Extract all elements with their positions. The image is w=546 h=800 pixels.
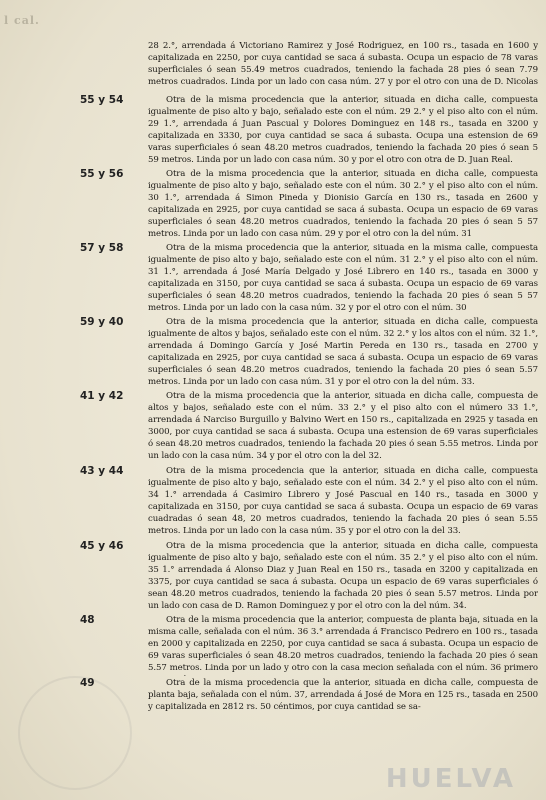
archive-watermark: HUELVA <box>385 764 516 794</box>
entry-number: 45 y 46 <box>80 540 124 552</box>
entry-text: Otra de la misma procedencia que la anterior, compuesta de planta baja, situada en la misma calle, señalada con el núm. 36 3.° arrendada á Francisco Pedrero en 100 rs., tasada en 2000 y capitalizada en 2250, por cuya cantidad se saca á subasta. Ocupa un espacio de 69 varas superficiales ó sean 48.20 metros cuadrados, teniendo la fachada 20 pies ó sean 5.57 metros. Linda por un lado y otro con la casa mecion señalada con el núm. 36 primero <box>148 615 538 674</box>
entry-number: 55 y 54 <box>80 94 124 106</box>
entry-text: Otra de la misma procedencia que la anterior, situada en dicha calle, compuesta de planta baja, señalada con el núm. 37, arrendada á José de Mora en 125 rs., tasada en 2500 y capitalizada en 2812 rs. 50 céntimos, por cuya cantidad se sa- <box>148 678 538 713</box>
entry-text: 28 2.°, arrendada á Victoriano Ramirez y José Rodriguez, en 100 rs., tasada en 1600 y capitalizada en 2250, por cuya cantidad se saca á subasta. Ocupa un espacio de 78 varas superficiales ó sean 55.49 metros cuadrados, teniendo la fachada 28 pies ó sean 7.79 metros cuadrados. Linda por un lado con casa núm. 27 y por el otro con una de D. Nicolas <box>148 41 538 88</box>
entry-number: 41 y 42 <box>80 390 124 402</box>
entry-number: 43 y 44 <box>80 465 124 477</box>
entry-text: Otra de la misma procedencia que la anterior, situada en dicha calle, compuesta igualmente de piso alto y bajo, señalado este con el núm. 35 2.° y el piso alto con el núm. 35 1.° arrendada á Alonso Diaz y Juan Real en 150 rs., tasada en 3200 y capitalizada en 3375, por cuya cantidad se saca á subasta. Ocupa un espacio de 69 varas superficiales ó sean 48.20 metros cuadrados, teniendo la fachada 20 pies ó sean 5.57 metros. Linda por un lado con casa de D. Ramon Dominguez y por el otro con la del núm. 34. <box>148 541 538 612</box>
entry-text: Otra de la misma procedencia que la anterior, situada en dicha calle, compuesta igualmente de piso alto y bajo, señalado este con el núm. 34 2.° y el piso alto con el núm. 34 1.° arrendada á Casimiro Librero y José Pascual en 140 rs., tasada en 3000 y capitalizada en 3150, por cuya cantidad se saca á subasta. Ocupa un espacio de 69 varas cuadradas ó sean 48, 20 metros cuadrados, teniendo la fachada 20 pies ó sean 5.55 metros. Linda por un lado con la casa núm. 35 y por el otro con la del 33. <box>148 466 538 537</box>
entry-text: Otra de la misma procedencia que la anterior, situada en dicha calle, compuesta de altos y bajos, señalado este con el núm. 33 2.° y el piso alto con el número 33 1.°, arrendada á Narciso Burguillo y Balvino Wert en 150 rs., capitalizada en 2925 y tasada en 3000, por cuya cantidad se saca á subasta. Ocupa una estension de 69 varas superficiales ó sean 48.20 metros cuadrados, teniendo la fachada 20 pies ó sean 5.55 metros. Linda por un lado con la casa núm. 34 y por el otro con la del 32. <box>148 391 538 462</box>
entry-text: Otra de la misma procedencia que la anterior, situada en dicha calle, compuesta igualmente de altos y bajos, señalado este con el núm. 32 2.° y los altos con el núm. 32 1.°, arrendada á Domingo García y José Martin Pereda en 130 rs., tasada en 2700 y capitalizada en 2925, por cuya cantidad se saca á subasta. Ocupa un espacio de 69 varas superficiales ó sean 48.20 metros cuadrados, teniendo la fachada 20 pies ó sean 5.57 metros. Linda por un lado con casa núm. 31 y por el otro con la del núm. 33. <box>148 317 538 388</box>
entry-number: 48 <box>80 614 95 626</box>
entry-number: 57 y 58 <box>80 242 124 254</box>
entry-number: 55 y 56 <box>80 168 124 180</box>
watermark-seal <box>18 676 132 790</box>
entry-text: Otra de la misma procedencia que la anterior, situada en la misma calle, compuesta igualmente de piso alto y bajo, señalado este con el núm. 31 2.° y el piso alto con el núm. 31 1.°, arrendada á José María Delgado y José Librero en 140 rs., tasada en 3000 y capitalizada en 3150, por cuya cantidad se saca á subasta. Ocupa un espacio de 69 varas superficiales ó sean 48.20 metros cuadrados, teniendo la fachada 20 pies ó sean 5 57 metros. Linda por un lado con la casa núm. 32 y por el otro con el núm. 30 <box>148 243 538 314</box>
entry-text: Otra de la misma procedencia que la anterior, situada en dicha calle, compuesta igualmente de piso alto y bajo, señalado este con el núm. 29 2.° y el piso alto con el núm. 29 1.°, arrendada á Juan Pascual y Dolores Dominguez en 148 rs., tasada en 3200 y capitalizada en 3330, por cuya cantidad se saca á subasta. Ocupa una estension de 69 varas superficiales ó sean 48.20 metros cuadrados, teniendo la fachada 20 pies ó sean 5 59 metros. Linda por un lado con casa núm. 30 y por el otro con otra de D. Juan Real. <box>148 95 538 166</box>
entry-text: Otra de la misma procedencia que la anterior, situada en dicha calle, compuesta igualmente de piso alto y bajo, señalado este con el núm. 30 2.° y el piso alto con el núm. 30 1.°, arrendada á Simon Pineda y Dionisio García en 130 rs., tasada en 2600 y capitalizada en 2925, por cuya cantidad se saca á subasta. Ocupa un espacio de 69 varas superficiales ó sean 48.20 metros cuadrados, teniendo la fachada 20 pies ó sean 5 57 metros. Linda por un lado con casa núm. 29 y por el otro con la del núm. 31 <box>148 169 538 240</box>
entry-number: 49 <box>80 677 95 689</box>
margin-stamp: l cal. <box>4 14 40 27</box>
entry-number: 59 y 40 <box>80 316 124 328</box>
